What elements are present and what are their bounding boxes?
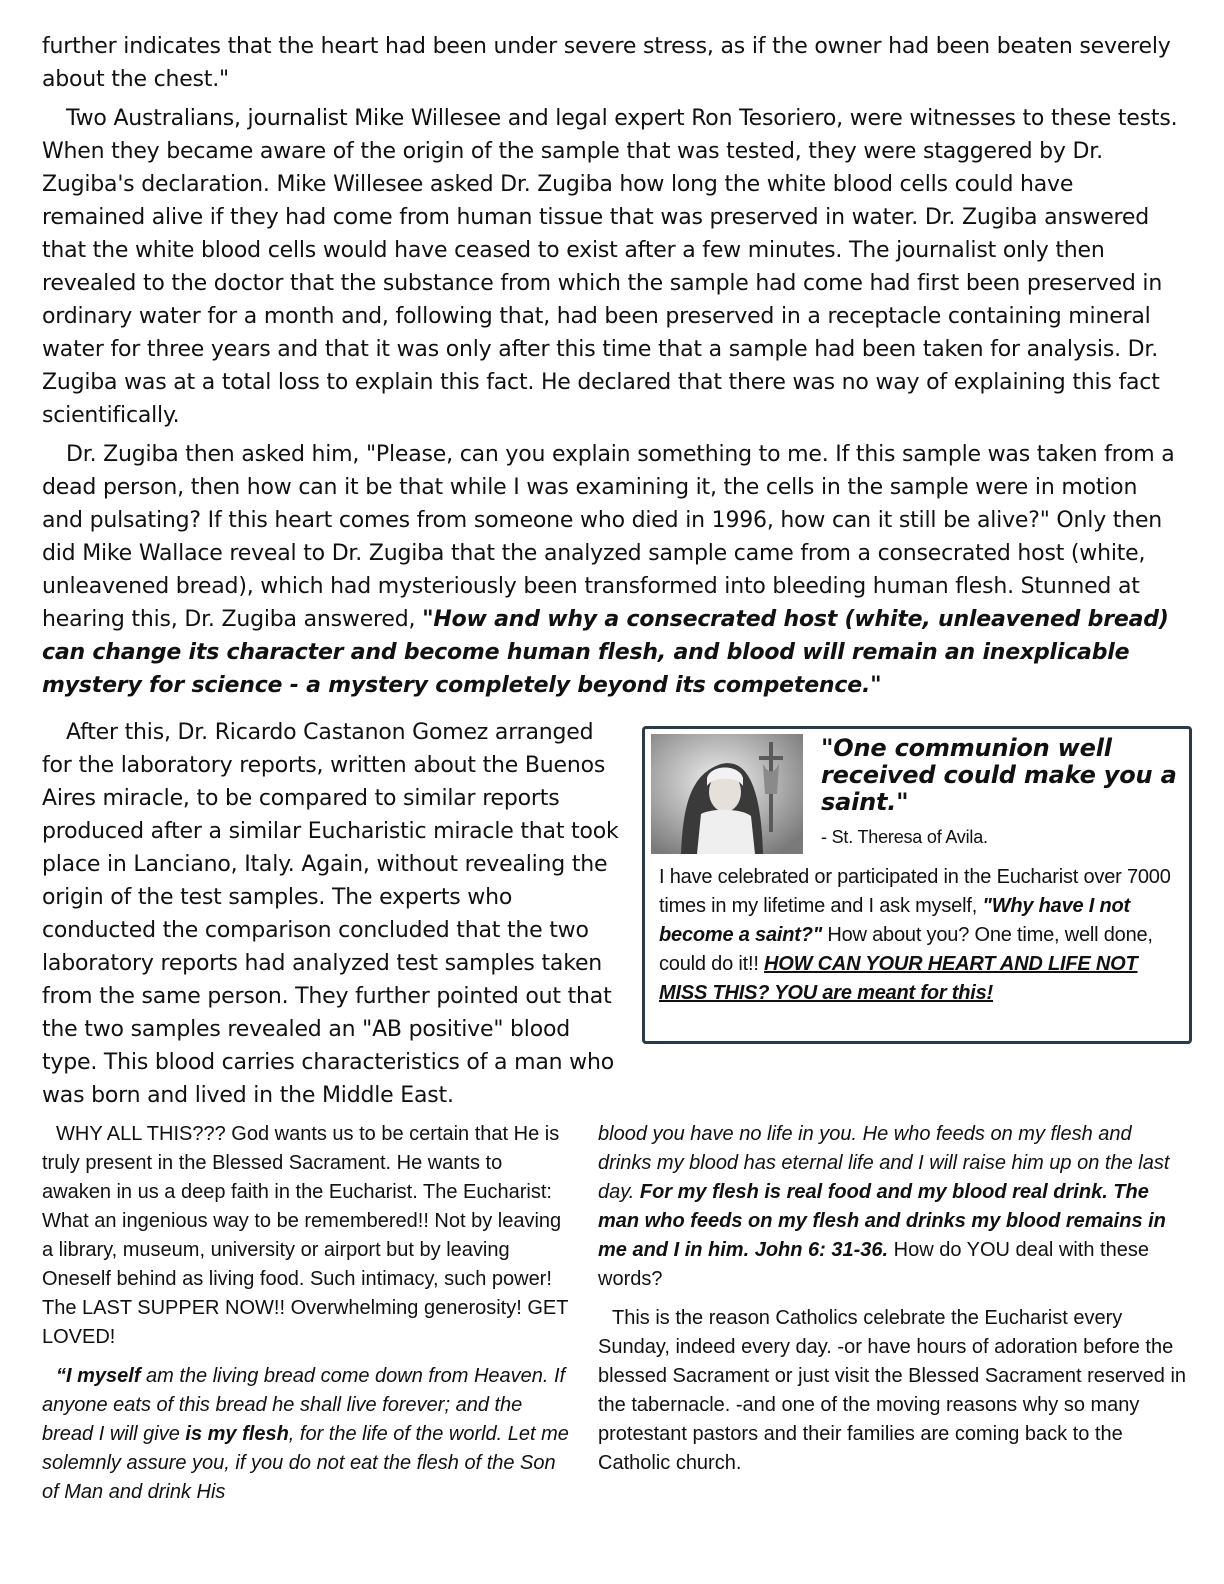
living-bread-open: “I myself <box>56 1365 141 1387</box>
paragraph-lab-reports: After this, Dr. Ricardo Castanon Gomez arranged for the laboratory reports, written about the Buenos Aires miracle, to be compared to similar reports produced after a similar Eucharistic miracle that took place in Lanciano, Italy. Again, without revealing the origin of the test samples. The experts who conducted the comparison concluded that the two laboratory reports had analyzed test samples taken from the same person. They further pointed out that the two samples revealed an "AB positive" blood type. This blood carries characteristics of a man who was born and lived in the Middle East. <box>42 720 619 1108</box>
living-bread-bold: is my flesh <box>185 1423 289 1445</box>
paragraph-catholics-celebrate: This is the reason Catholics celebrate the Eucharist every Sunday, indeed every day. -or have hours of adoration before the blessed Sacrament or just visit the Blessed Sacrament reserved in the tabernacle. -and one of the moving reasons why so many protestant pastors and their families are coming back to the Catholic church. <box>598 1307 1187 1474</box>
paragraph-john-quote <box>598 1120 1188 1294</box>
quote-body-text-2: How about you? One time, well done, could do it!! <box>659 924 1153 975</box>
paragraph-living-bread <box>42 1362 576 1507</box>
top-section <box>42 30 1182 708</box>
quote-box-body <box>659 863 1189 1008</box>
quote-body-text-1: I have celebrated or participated in the Eucharist over 7000 times in my lifetime and I ask myself, <box>659 866 1171 917</box>
saint-portrait-icon <box>651 734 803 854</box>
zugiba-answer-quote: "How and why a consecrated host (white, unleavened bread) can change its character and become human flesh, and blood will remain an inexplicable mystery for science - a mystery completely beyond its competence." <box>42 607 1169 698</box>
paragraph-heart-stress: further indicates that the heart had been under severe stress, as if the owner had been beaten severely about the chest." <box>42 34 1171 92</box>
john-quote-cont: blood you have no life in you. He who feeds on my flesh and drinks my blood has eternal life and I will raise him up on the last day. <box>598 1123 1170 1203</box>
living-bread-text-2: , for the life of the world. Let me solemnly assure you, if you do not eat the flesh of the Son of Man and drink His <box>42 1423 569 1503</box>
quote-attribution: - St. Theresa of Avila. <box>821 827 988 847</box>
saint-portrait-image <box>651 734 803 854</box>
saint-quote: "One communion well received could make you a saint." <box>821 734 1177 816</box>
living-bread-text-1: am the living bread come down from Heaven. If anyone eats of this bread he shall live forever; and the bread I will give <box>42 1365 566 1445</box>
saint-quote-box <box>642 726 1192 1044</box>
right-column <box>598 1120 1188 1488</box>
quote-body-underline: HOW CAN YOUR HEART AND LIFE NOT MISS THIS? YOU are meant for this! <box>659 953 1138 1004</box>
john-quote-tail: How do YOU deal with these words? <box>598 1239 1149 1290</box>
paragraph-zugiba-question <box>42 438 1182 702</box>
zugiba-question-text: Dr. Zugiba then asked him, "Please, can you explain something to me. If this sample was taken from a dead person, then how can it be that while I was examining it, the cells in the sample were in motion and pulsating? If this heart comes from someone who died in 1996, how can it still be alive?" Only then did Mike Wallace reveal to Dr. Zugiba that the analyzed sample came from a consecrated host (white, unleavened bread), which had mysteriously been transformed into bleeding human flesh. Stunned at hearing this, Dr. Zugiba answered, <box>42 442 1175 632</box>
paragraph-australians: Two Australians, journalist Mike Willesee and legal expert Ron Tesoriero, were witnesses to these tests. When they became aware of the origin of the sample that was tested, they were staggered by Dr. Zugiba's declaration. Mike Willesee asked Dr. Zugiba how long the white blood cells could have remained alive if they had come from human tissue that was preserved in water. Dr. Zugiba answered that the white blood cells would have ceased to exist after a few minutes. The journalist only then revealed to the doctor that the substance from which the sample had come had first been preserved in ordinary water for a month and, following that, had been preserved in a receptacle containing mineral water for three years and that it was only after this time that a sample had been taken for analysis. Dr. Zugiba was at a total loss to explain this fact. He declared that there was no way of explaining this fact scientifically. <box>42 106 1178 428</box>
quote-body-bold: "Why have I not become a saint?" <box>659 895 1131 946</box>
left-column <box>42 1120 576 1517</box>
john-quote-bold: For my flesh is real food and my blood real drink. The man who feeds on my flesh and drinks my blood remains in me and I in him. John 6: 31-36. <box>598 1181 1166 1261</box>
middle-section <box>42 716 1192 1116</box>
paragraph-why-all-this: WHY ALL THIS??? God wants us to be certain that He is truly present in the Blessed Sacrament. He wants to awaken in us a deep faith in the Eucharist. The Eucharist: What an ingenious way to be remembered!! Not by leaving a library, museum, university or airport but by leaving Oneself behind as living food. Such intimacy, such power! The LAST SUPPER NOW!! Overwhelming generosity! GET LOVED! <box>42 1123 569 1348</box>
